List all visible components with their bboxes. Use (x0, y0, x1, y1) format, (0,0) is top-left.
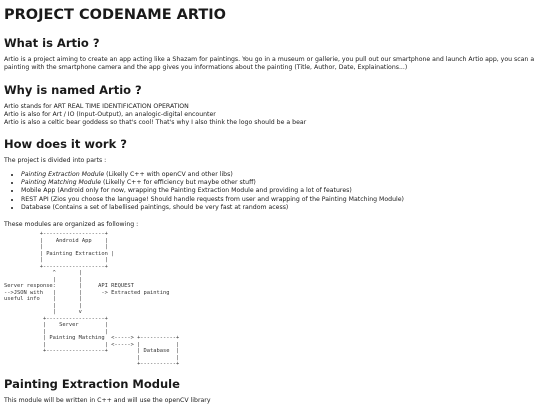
paragraph-why-named-artio (4, 103, 538, 128)
list-item (21, 204, 404, 212)
list-item (21, 196, 404, 204)
paragraph-modules-intro: These modules are organized as following : (4, 221, 139, 228)
architecture-diagram: +-------------------+ | Android App | | | | Painting Extraction | | | +-------------------+ ^ | | | Server response: | API REQUEST -->JSON with | | -> Extracted painting useful info | | | | | v +------------------+ | Server | | | | Painting Matching <-----> +-----------+ | | <-----> | | +------------------+ | Database | | | +-----------+ (4, 231, 180, 367)
part-desc: (Likelly C++ with openCV and other libs) (104, 171, 233, 178)
heading-what-is-artio: What is Artio ? (4, 36, 100, 50)
heading-how-does-it-work: How does it work ? (4, 137, 127, 151)
part-name: Painting Extraction Module (21, 171, 105, 178)
page-title: PROJECT CODENAME ARTIO (4, 7, 226, 23)
paragraph-parts-intro: The project is divided into parts : (4, 157, 107, 164)
part-desc: Database (Contains a set of labellised paintings, should be very fast at random acess) (21, 203, 289, 211)
why-line: Artio stands for ART REAL TIME IDENTIFICATION OPERATION (4, 103, 189, 110)
part-desc: Mobile App (Android only for now, wrapping the Painting Extraction Module and providing a lot of features) (21, 187, 352, 195)
list-item (21, 187, 404, 195)
part-desc: REST API (Zios you choose the language! Should handle requests from user and wrapping of the Painting Matching Module) (21, 195, 404, 203)
part-desc: (Likelly C++ for efficiency but maybe other stuff) (101, 179, 256, 187)
paragraph-painting-extraction: This module will be written in C++ and will use the openCV library (4, 397, 211, 404)
why-line: Artio is also a celtic bear goddess so that's cool! That's why I also think the logo should be a bear (4, 119, 307, 127)
part-name: Painting Matching Module (21, 179, 102, 187)
paragraph-what-is-artio: Artio is a project aiming to create an app acting like a Shazam for paintings. You go in a museum or gallerie, you pull out our smartphone and launch Artio app, you scan a painting with the smartphone camera and the app gives you informations about the painting (Title, Author, Date, Explainations...) (4, 56, 535, 72)
list-item (21, 171, 404, 179)
heading-why-named-artio: Why is named Artio ? (4, 83, 142, 97)
list-item (21, 179, 404, 187)
heading-painting-extraction-module: Painting Extraction Module (4, 377, 180, 391)
parts-list (4, 171, 404, 212)
why-line: Artio is also for Art / IO (Input-Output), an analogic-digital encounter (4, 111, 216, 119)
